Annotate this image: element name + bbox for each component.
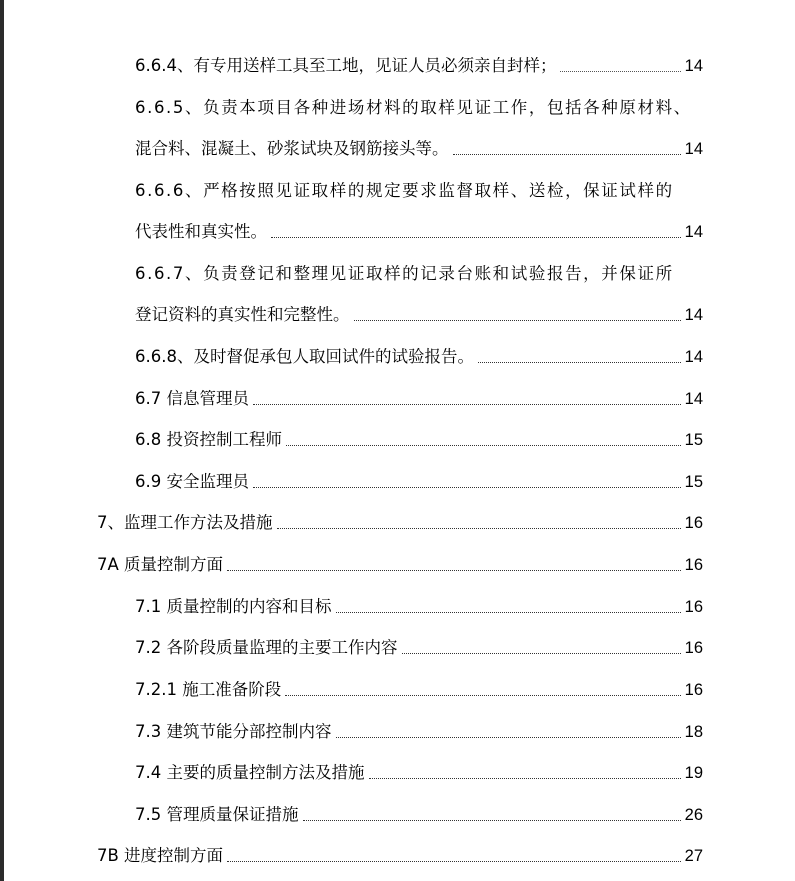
toc-entry-title: 7.4 主要的质量控制方法及措施 <box>135 763 365 782</box>
toc-page-number: 15 <box>684 473 703 491</box>
toc-leader <box>271 236 681 238</box>
toc-entry[interactable] <box>135 597 703 617</box>
toc-leader <box>253 486 681 488</box>
toc-entry-title: 7.2 各阶段质量监理的主要工作内容 <box>135 638 398 657</box>
toc-entry-title: 7A 质量控制方面 <box>97 555 224 574</box>
toc-entry[interactable] <box>135 305 703 325</box>
toc-leader <box>285 694 680 696</box>
toc-leader <box>303 819 681 821</box>
toc-entry[interactable] <box>135 222 703 242</box>
toc-leader <box>560 70 680 72</box>
toc-entry-title: 6.6.7、负责登记和整理见证取样的记录台账和试验报告，并保证所 <box>135 264 674 283</box>
toc-page-number: 18 <box>684 723 703 741</box>
toc-leader <box>253 403 681 405</box>
toc-page-number: 16 <box>684 639 703 657</box>
toc-page-number: 14 <box>684 223 703 241</box>
toc-entry-line[interactable] <box>135 264 703 284</box>
toc-entry[interactable] <box>135 472 703 492</box>
toc-page-number: 27 <box>684 847 703 865</box>
toc-entry[interactable] <box>135 347 703 367</box>
toc-leader <box>453 153 681 155</box>
toc-entry-title: 7.5 管理质量保证措施 <box>135 805 299 824</box>
toc-leader <box>478 361 681 363</box>
toc-entry-title: 6.9 安全监理员 <box>135 472 249 491</box>
toc-entry-line[interactable] <box>135 181 703 201</box>
toc-leader <box>227 569 681 571</box>
toc-entry-title: 6.8 投资控制工程师 <box>135 430 282 449</box>
toc-page-number: 14 <box>684 140 703 158</box>
toc-entry[interactable] <box>135 139 703 159</box>
toc-entry[interactable] <box>135 638 703 658</box>
toc-entry[interactable] <box>97 846 703 866</box>
toc-page-number: 14 <box>684 390 703 408</box>
toc-entry[interactable] <box>97 513 703 533</box>
toc-leader <box>402 652 681 654</box>
toc-entry-title: 6.6.4、有专用送样工具至工地，见证人员必须亲自封样； <box>135 56 557 75</box>
toc-entry-title: 7.1 质量控制的内容和目标 <box>135 597 332 616</box>
toc-entry-title: 7.3 建筑节能分部控制内容 <box>135 722 332 741</box>
toc-entry[interactable] <box>97 555 703 575</box>
toc-entry[interactable] <box>135 56 703 76</box>
toc-entry[interactable] <box>135 430 703 450</box>
toc-page-number: 26 <box>684 806 703 824</box>
toc-leader <box>227 860 681 862</box>
toc-entry[interactable] <box>135 722 703 742</box>
toc-page-number: 16 <box>684 556 703 574</box>
toc-entry-title-continued: 混合料、混凝土、砂浆试块及钢筋接头等。 <box>135 139 449 158</box>
toc-page-number: 14 <box>684 348 703 366</box>
toc-leader <box>354 319 681 321</box>
toc-entry-title: 6.7 信息管理员 <box>135 389 249 408</box>
toc-entry[interactable] <box>135 389 703 409</box>
toc-entry[interactable] <box>135 680 703 700</box>
toc-entry-title: 7B 进度控制方面 <box>97 846 224 865</box>
toc-leader <box>286 444 681 446</box>
toc-page-number: 14 <box>684 57 703 75</box>
toc-entry-title: 6.6.5、负责本项目各种进场材料的取样见证工作，包括各种原材料、 <box>135 98 692 117</box>
toc-page-number: 14 <box>684 306 703 324</box>
toc-entry-title-continued: 登记资料的真实性和完整性。 <box>135 305 350 324</box>
toc-page-number: 16 <box>684 681 703 699</box>
toc-entry[interactable] <box>135 805 703 825</box>
toc-entry-title-continued: 代表性和真实性。 <box>135 222 267 241</box>
page-edge-shadow <box>0 0 4 881</box>
toc-leader <box>277 527 681 529</box>
toc-leader <box>336 736 681 738</box>
toc-page-number: 16 <box>684 514 703 532</box>
toc-entry[interactable] <box>135 763 703 783</box>
toc-entry-line[interactable] <box>135 98 703 118</box>
toc-page-number: 19 <box>684 764 703 782</box>
toc-page-number: 16 <box>684 598 703 616</box>
toc-entry-title: 6.6.8、及时督促承包人取回试件的试验报告。 <box>135 347 474 366</box>
toc-entry-title: 7.2.1 施工准备阶段 <box>135 680 282 699</box>
toc-page-number: 15 <box>684 431 703 449</box>
toc-leader <box>369 777 681 779</box>
toc-entry-title: 7、监理工作方法及措施 <box>97 513 273 532</box>
toc-entry-title: 6.6.6、严格按照见证取样的规定要求监督取样、送检，保证试样的 <box>135 181 674 200</box>
toc-leader <box>336 611 681 613</box>
